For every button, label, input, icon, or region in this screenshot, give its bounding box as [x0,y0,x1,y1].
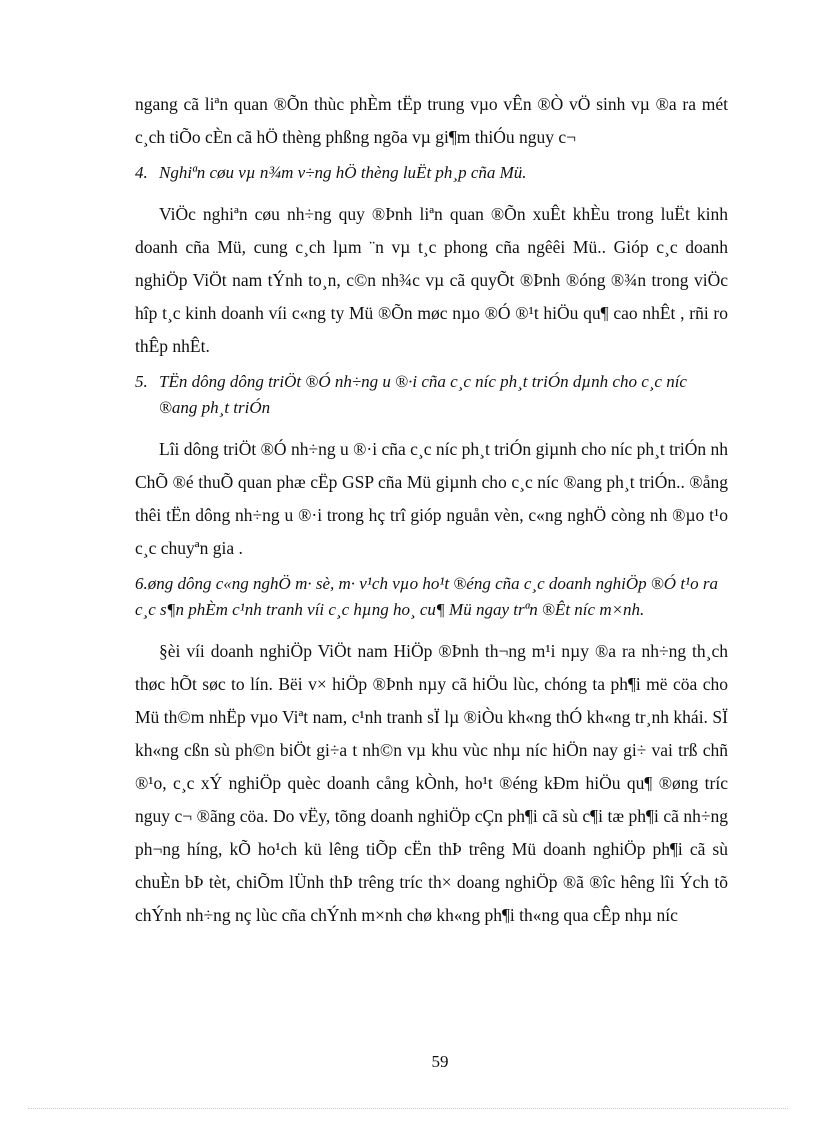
footer-divider [28,1108,788,1109]
section-heading-4 [135,160,728,186]
section-heading-6: 6.øng dông c«ng nghÖ m· sè, m· v¹ch vµo ho¹t ®éng cña c¸c doanh nghiÖp ®Ó t¹o ra c¸c s¶n phÈm c¹nh tranh víi c¸c hµng ho¸ cu¶ Mü ngay trªn ®Êt níc m×nh. [135,574,719,619]
section-6-paragraph: §èi víi doanh nghiÖp ViÖt nam HiÖp ®Þnh th¬ng m¹i nµy ®a ra nh÷ng th¸ch thøc hÕt søc to lín. Bëi v× hiÖp ®Þnh nµy cã hiÖu lùc, chóng ta ph¶i më cöa cho Mü th©m nhËp vµo Viªt nam, c¹nh tranh sÏ lµ ®iÒu kh«ng thÓ kh«ng tr¸nh khái. SÏ kh«ng cßn sù ph©n biÖt gi÷a t nh©n vµ khu vùc nhµ níc hiÖn nay gi÷ vai trß chñ ®¹o, c¸c xÝ nghiÖp quèc doanh cång kÒnh, ho¹t ®éng kÐm hiÖu qu¶ ®øng tríc nguy c¬ ®ãng cöa. Do vËy, tõng doanh nghiÖp cÇn ph¶i cã sù c¶i tæ ph¶i cã nh÷ng ph¬ng híng, kÕ ho¹ch kü lêng tiÕp cËn thÞ trêng Mü doanh nghiÖp ph¶i cã sù chuÈn bÞ tèt, chiÕm lÜnh thÞ trêng tríc th× doang nghiÖp ®ã ®îc hêng lîi Ých tõ chÝnh nh÷ng nç lùc cña chÝnh m×nh chø kh«ng ph¶i th«ng qua cÊp nhµ níc [135,641,728,925]
section-title-4: Nghiªn cøu vµ n¾m v÷ng hÖ thèng luËt ph¸p cña Mü. [159,163,527,182]
section-title-5: TËn dông dông triÖt ®Ó nh÷ng u ®·i cña c¸c níc ph¸t triÓn dµnh cho c¸c níc ®ang ph¸t triÓn [159,372,687,417]
section-heading-5 [135,369,728,421]
section-number-5: 5. [135,372,148,391]
page-body [135,88,728,938]
section-4-paragraph: ViÖc nghiªn cøu nh÷ng quy ®Þnh liªn quan ®Õn xuÊt khÈu trong luËt kinh doanh cña Mü, cung c¸ch lµm ¨n vµ t¸c phong cña ngêêi Mü.. Gióp c¸c doanh nghiÖp ViÖt nam tÝnh to¸n, c©n nh¾c vµ cã quyÕt ®Þnh ®óng ®¾n trong viÖc hîp t¸c kinh doanh víi c«ng ty Mü ®Õn møc nµo ®Ó ®¹t hiÖu qu¶ cao nhÊt , rñi ro thÊp nhÊt. [135,204,728,356]
page-number: 59 [431,1052,449,1071]
section-5-paragraph: Lîi dông triÖt ®Ó nh÷ng u ®·i cña c¸c níc ph¸t triÓn giµnh cho níc ph¸t triÓn nh ChÕ ®é thuÕ quan phæ cËp GSP cña Mü giµnh cho c¸c níc ®ang ph¸t triÓn.. ®ång thêi tËn dông nh÷ng u ®·i trong hç trî gióp nguån vèn, c«ng nghÖ còng nh ®µo t¹o c¸c chuyªn gia . [135,439,728,558]
intro-paragraph: ngang cã liªn quan ®Õn thùc phÈm tËp trung vµo vÊn ®Ò vÖ sinh vµ ®a ra mét c¸ch tiÕo cÈn cã hÖ thèng phßng ngõa vµ gi¶m thiÓu nguy c¬ [135,94,728,147]
section-number-4: 4. [135,163,148,182]
